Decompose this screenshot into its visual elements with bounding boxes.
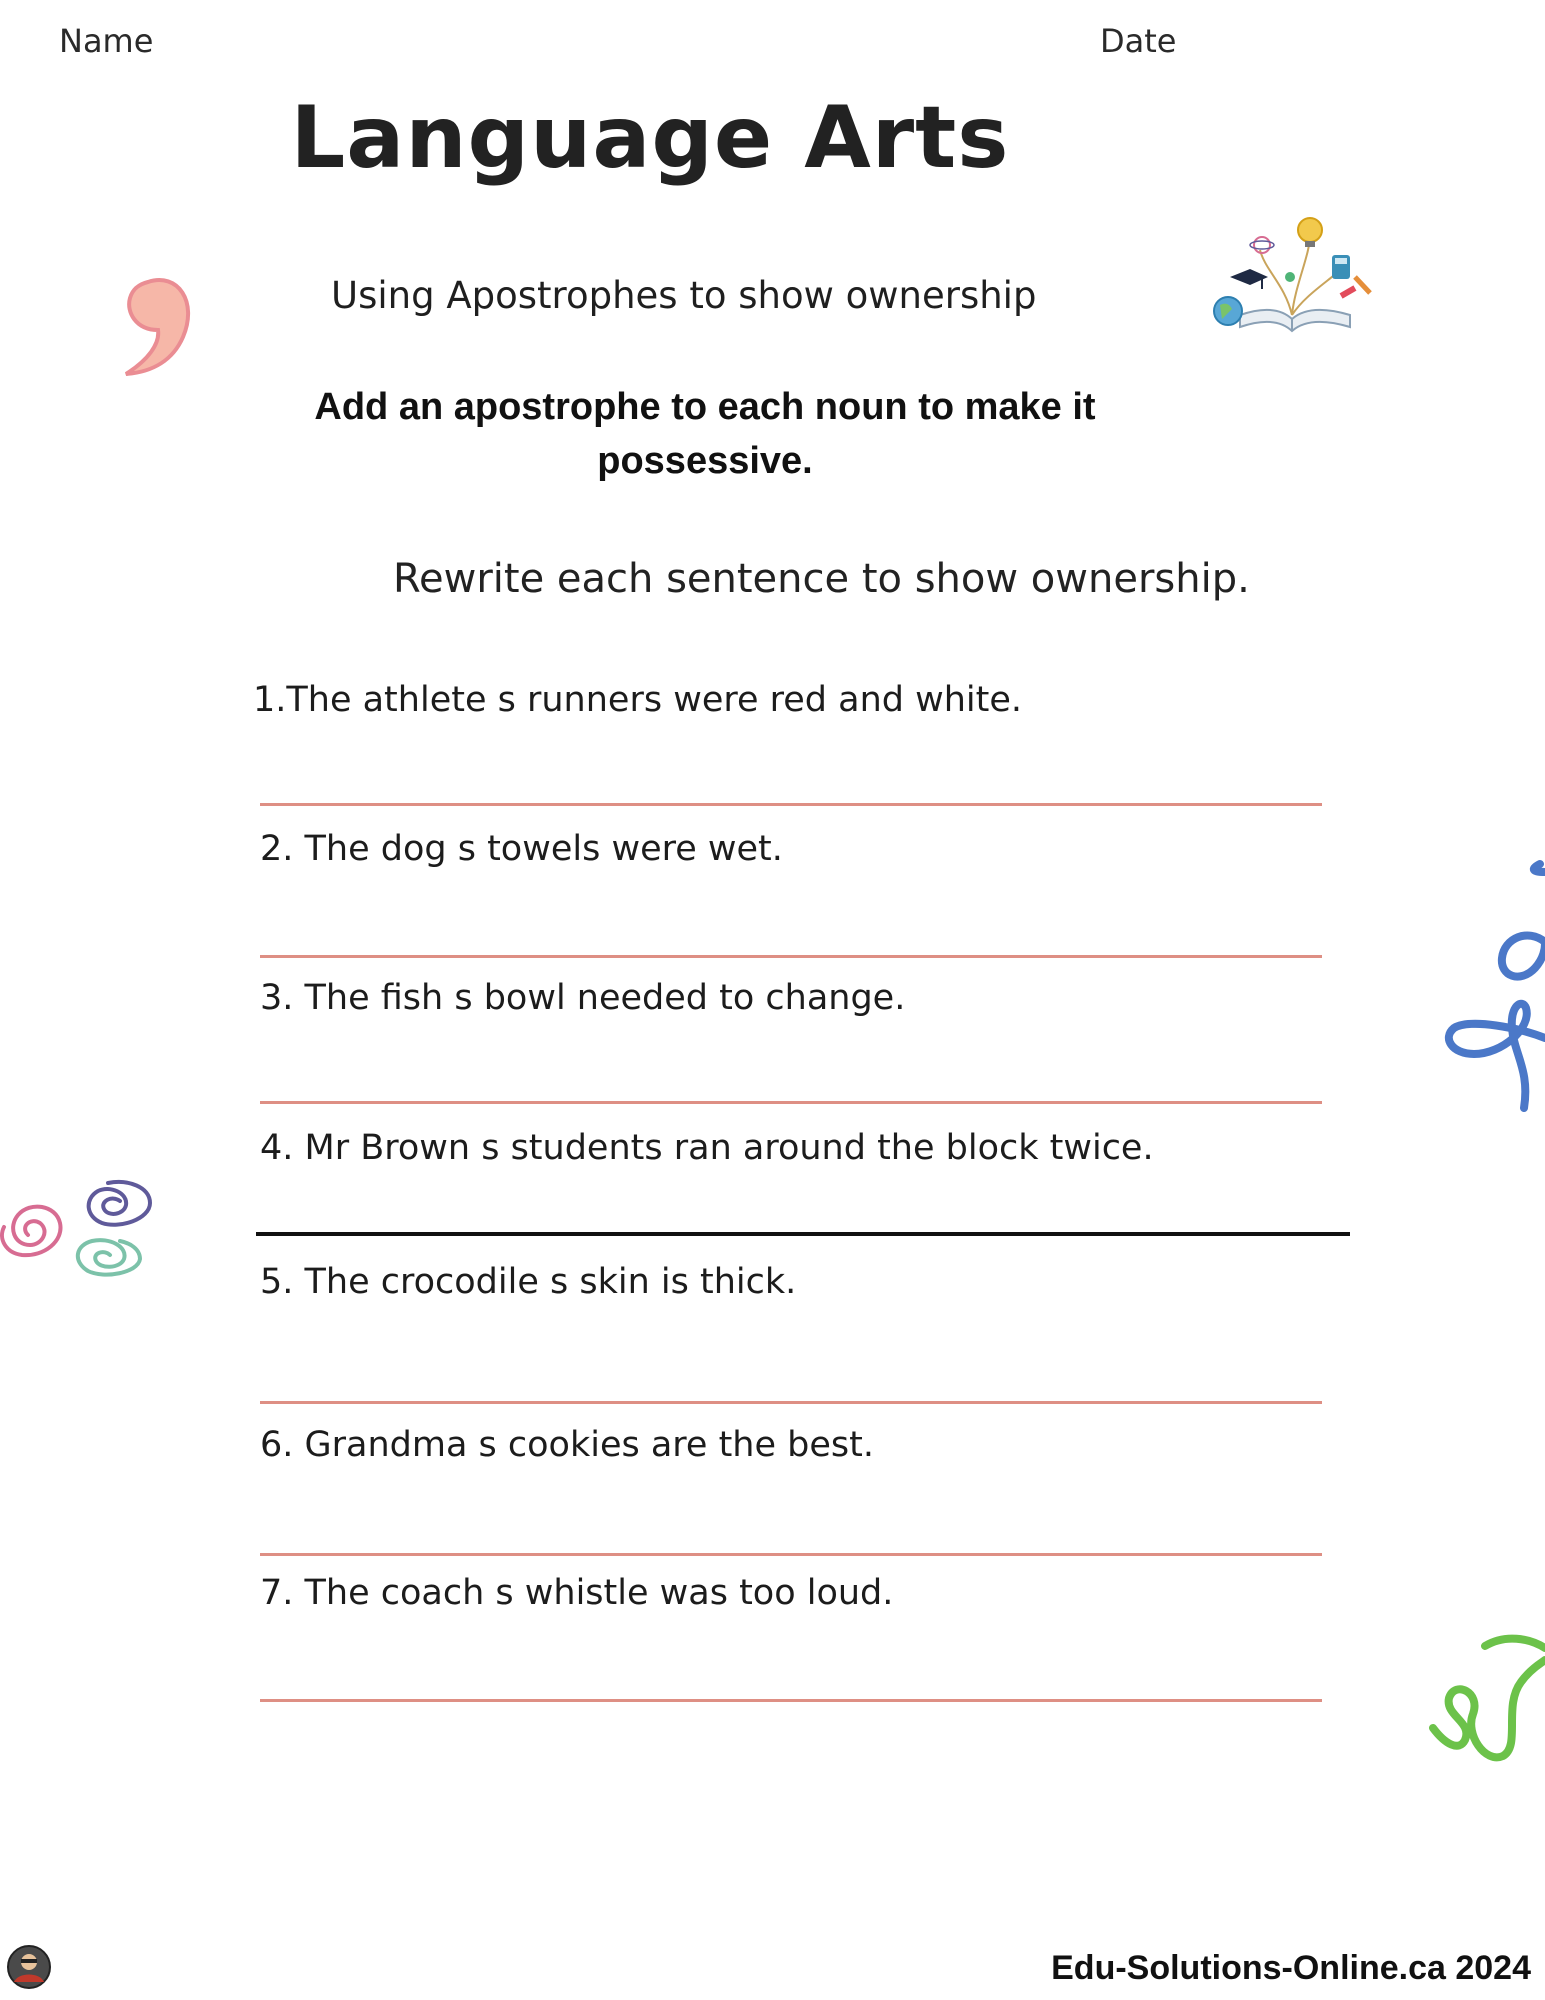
answer-line-7[interactable] — [260, 1699, 1322, 1702]
answer-line-2[interactable] — [260, 955, 1322, 958]
footer-copyright: Edu-Solutions-Online.ca 2024 — [1051, 1949, 1531, 1987]
question-3: 3. The fish s bowl needed to change. — [260, 978, 906, 1018]
name-label: Name — [59, 22, 154, 60]
question-1: 1.The athlete s runners were red and white. — [253, 680, 1023, 720]
green-scribble-icon — [1425, 1628, 1545, 1778]
subtitle: Using Apostrophes to show ownership — [331, 274, 1037, 317]
question-5: 5. The crocodile s skin is thick. — [260, 1262, 797, 1302]
rewrite-prompt: Rewrite each sentence to show ownership. — [393, 556, 1250, 602]
blue-scribble-icon — [1440, 858, 1545, 1123]
open-book-ideas-icon — [1210, 215, 1375, 335]
question-7: 7. The coach s whistle was too loud. — [260, 1573, 894, 1613]
avatar-icon — [6, 1944, 52, 1990]
page-title: Language Arts — [290, 88, 1010, 188]
question-6: 6. Grandma s cookies are the best. — [260, 1425, 874, 1465]
instruction-line-1: Add an apostrophe to each noun to make it — [314, 386, 1096, 428]
comma-icon — [118, 272, 198, 377]
instructions — [240, 380, 1170, 488]
answer-line-4[interactable] — [256, 1232, 1350, 1236]
answer-line-5[interactable] — [260, 1401, 1322, 1404]
answer-line-3[interactable] — [260, 1101, 1322, 1104]
question-4: 4. Mr Brown s students ran around the block twice. — [260, 1128, 1154, 1168]
answer-line-6[interactable] — [260, 1553, 1322, 1556]
spiral-doodle-icon — [0, 1165, 160, 1290]
answer-line-1[interactable] — [260, 803, 1322, 806]
instruction-line-2: possessive. — [597, 440, 813, 482]
question-2: 2. The dog s towels were wet. — [260, 829, 783, 869]
date-label: Date — [1100, 22, 1177, 60]
